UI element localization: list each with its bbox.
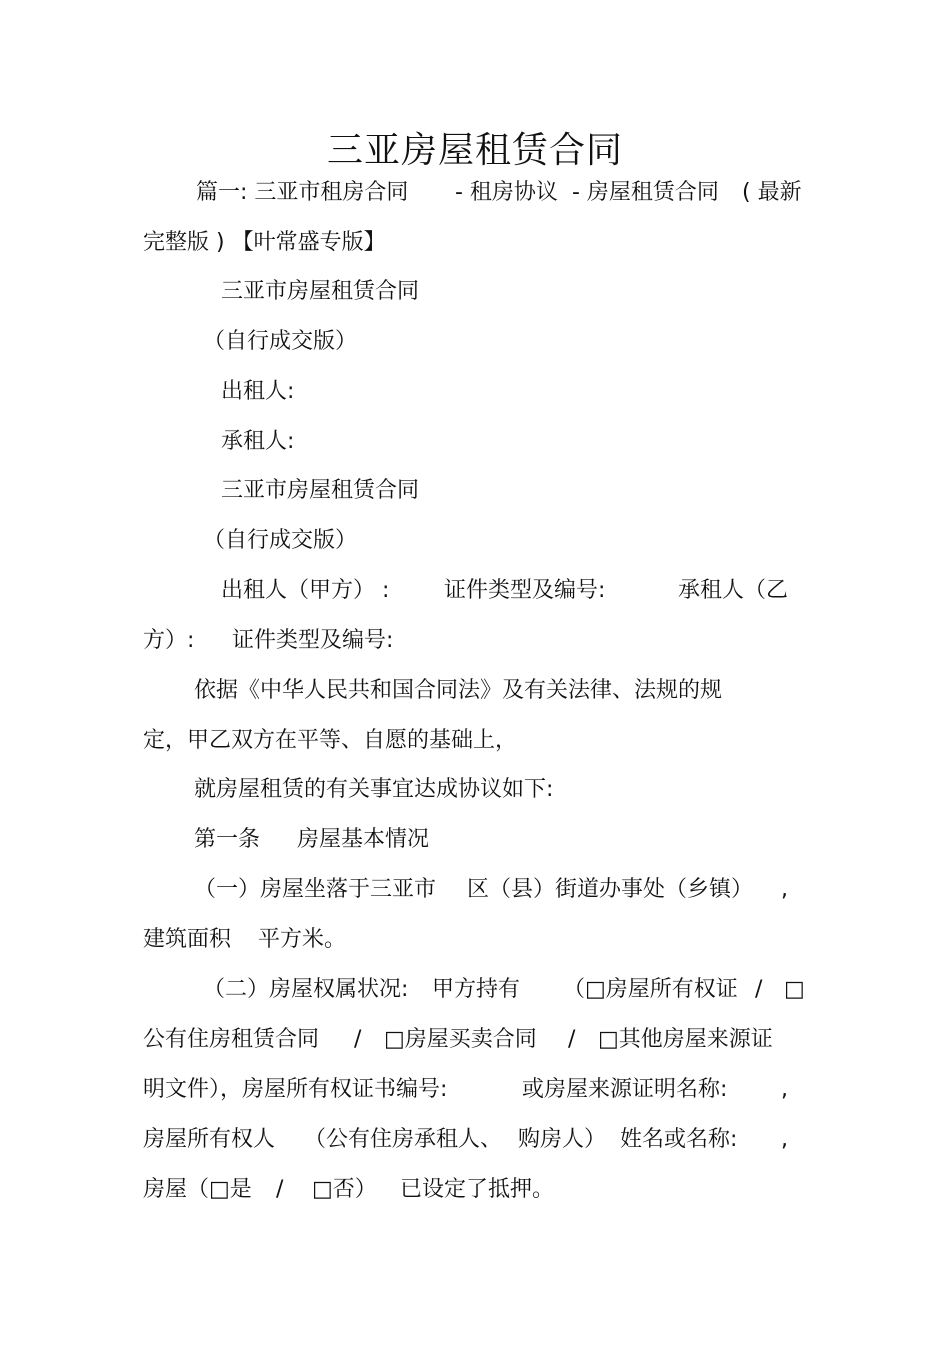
text-segment: （□房屋所有权证	[563, 977, 738, 1002]
text-segment: （二）房屋权属状况:	[203, 977, 409, 1002]
text-segment: /	[354, 1027, 362, 1052]
text-segment: 定，甲乙双方在平等、自愿的基础上，	[143, 728, 518, 753]
text-segment: 方）:	[143, 628, 195, 653]
text-segment: 姓名或名称:	[620, 1127, 738, 1152]
text-segment: 房屋所有权人	[143, 1127, 276, 1152]
text-segment: 出租人:	[221, 379, 295, 404]
text-segment: ,	[781, 1127, 788, 1152]
text-segment: 完整版 ) 【叶常盛专版】	[143, 230, 386, 255]
text-segment: 承租人（乙	[678, 578, 789, 603]
text-segment: - 房屋租赁合同	[572, 180, 719, 205]
text-segment: /	[276, 1177, 284, 1202]
text-segment: 已设定了抵押。	[400, 1177, 555, 1202]
text-segment: □	[784, 977, 805, 1002]
document-title: 三亚房屋租赁合同	[326, 130, 623, 171]
text-segment: 公有住房租赁合同	[143, 1027, 320, 1052]
text-segment: 三亚市房屋租赁合同	[221, 478, 420, 503]
text-segment: 出租人（甲方） :	[221, 578, 390, 603]
text-segment: （一）房屋坐落于三亚市	[194, 877, 437, 902]
text-segment: ,	[781, 1077, 788, 1102]
text-segment: 就房屋租赁的有关事宜达成协议如下:	[194, 777, 554, 802]
text-segment: 或房屋来源证明名称:	[522, 1077, 728, 1102]
text-segment: 房屋基本情况	[297, 827, 430, 852]
text-segment: □其他房屋来源证	[598, 1027, 773, 1052]
text-segment: 三亚市房屋租赁合同	[221, 279, 420, 304]
text-segment: □房屋买卖合同	[384, 1027, 537, 1052]
text-segment: /	[755, 977, 763, 1002]
text-segment: ( 最新	[742, 180, 802, 205]
text-segment: 证件类型及编号:	[444, 578, 606, 603]
text-segment: （自行成交版）	[203, 329, 358, 354]
text-segment: 明文件），房屋所有权证书编号:	[143, 1077, 448, 1102]
text-segment: （自行成交版）	[203, 528, 358, 553]
text-segment: 篇一: 三亚市租房合同	[196, 180, 409, 205]
text-segment: 购房人）	[518, 1127, 607, 1152]
text-segment: 第一条	[194, 827, 261, 852]
text-segment: 甲方持有	[432, 977, 521, 1002]
text-segment: 平方米。	[258, 927, 347, 952]
text-segment: ,	[781, 877, 788, 902]
text-segment: 证件类型及编号:	[232, 628, 394, 653]
text-segment: - 租房协议	[455, 180, 558, 205]
text-segment: 依据《中华人民共和国合同法》及有关法律、法规的规	[194, 678, 723, 703]
text-segment: （公有住房承租人、	[304, 1127, 503, 1152]
text-segment: 区（县）街道办事处（乡镇）	[467, 877, 754, 902]
text-segment: □否）	[312, 1177, 377, 1202]
text-segment: 建筑面积	[143, 927, 232, 952]
text-segment: 承租人:	[221, 429, 295, 454]
text-segment: 房屋（□是	[143, 1177, 252, 1202]
text-segment: /	[568, 1027, 576, 1052]
